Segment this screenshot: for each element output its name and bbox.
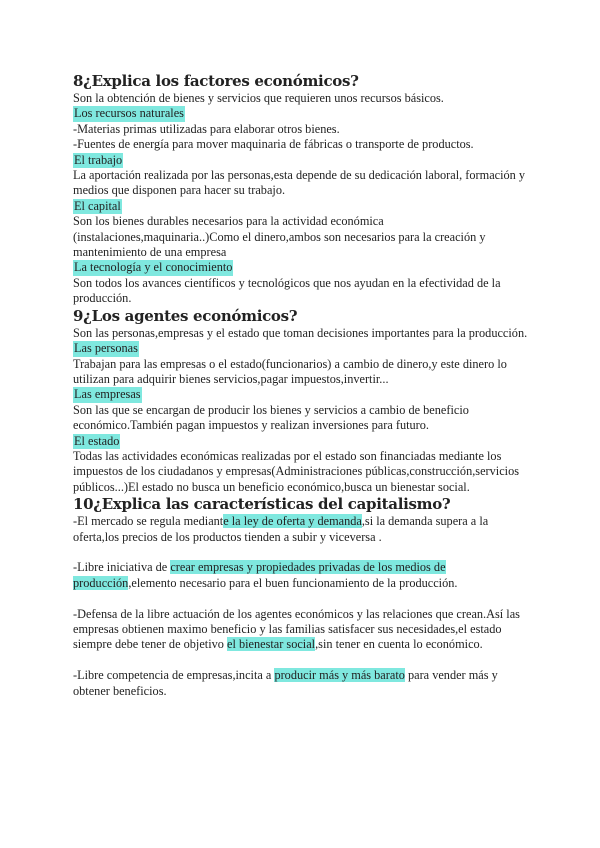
section-8-title: 8¿Explica los factores económicos? — [73, 72, 359, 90]
paragraph: Trabajan para las empresas o el estado(funcionarios) a cambio de dinero,y este dinero lo utilizan para adquirir bienes servicios,pagar impuestos,invertir... — [73, 356, 507, 386]
section-8-intro: Son la obtención de bienes y servicios que requieren unos recursos básicos. — [73, 91, 444, 105]
list-item: -Defensa de la libre actuación de los agentes económicos y las relaciones que crean.Así las empresas obtienen maximo beneficio y las familias satisfacer sus necesidades,el estado siempre debe tener de objetivo el bienestar social,sin tener en cuenta lo económico. — [73, 606, 520, 652]
document-content — [73, 72, 533, 699]
highlight: producir más y más barato — [274, 668, 405, 683]
list-item: -El mercado se regula mediante la ley de oferta y demanda,si la demanda supera a la oferta,los precios de los productos tienden a subir y viceversa . — [73, 514, 489, 544]
paragraph: Son todos los avances científicos y tecnológicos que nos ayudan en la efectividad de la producción. — [73, 275, 501, 306]
list-item: -Libre competencia de empresas,incita a producir más y más barato para vender más y obtener beneficios. — [73, 668, 498, 698]
section-8 — [73, 72, 533, 307]
subheading-tecnologia: La tecnología y el conocimiento — [74, 260, 233, 275]
paragraph: Son las que se encargan de producir los bienes y servicios a cambio de beneficio económico.También pagan impuestos y realizan inversiones para futuro. — [73, 402, 469, 433]
subheading-trabajo: El trabajo — [74, 152, 123, 167]
section-10-title: 10¿Explica las características del capitalismo? — [73, 495, 451, 514]
section-9-title: 9¿Los agentes económicos? — [73, 306, 298, 325]
paragraph: Todas las actividades económicas realizadas por el estado son financiadas mediante los impuestos de los ciudadanos y empresas(Administraciones públicas,construcción,servicios públicos...)El estado no busca un beneficio económico,busca un bienestar social. — [73, 448, 520, 494]
section-10 — [73, 495, 533, 699]
paragraph: Son los bienes durables necesarios para la actividad económica (instalaciones,maquinaria..)Como el dinero,ambos son necesarios para la creación y mantenimiento de una empresa — [73, 214, 486, 260]
subheading-estado: El estado — [74, 433, 120, 448]
subheading-personas: Las personas — [74, 341, 138, 356]
paragraph: -Materias primas utilizadas para elaborar otros bienes. — [73, 121, 340, 136]
section-9-intro: Son las personas,empresas y el estado que toman decisiones importantes para la producción. — [73, 325, 528, 340]
highlight: e la ley de oferta y demanda — [223, 514, 362, 529]
section-9 — [73, 307, 533, 495]
highlight: el bienestar social — [227, 637, 316, 652]
highlight: crear empresas y propiedades privadas de los medios de producción — [73, 560, 446, 590]
paragraph: La aportación realizada por las personas,esta depende de su dedicación laboral, formación y medios que disponen para hacer su trabajo. — [73, 168, 526, 198]
list-item: -Libre iniciativa de crear empresas y propiedades privadas de los medios de producción,elemento necesario para el buen funcionamiento de la producción. — [73, 560, 458, 590]
subheading-recursos-naturales: Los recursos naturales — [74, 106, 184, 121]
paragraph: -Fuentes de energía para mover maquinaria de fábricas o transporte de productos. — [73, 137, 474, 152]
subheading-empresas: Las empresas — [74, 387, 141, 402]
subheading-capital: El capital — [74, 198, 121, 213]
